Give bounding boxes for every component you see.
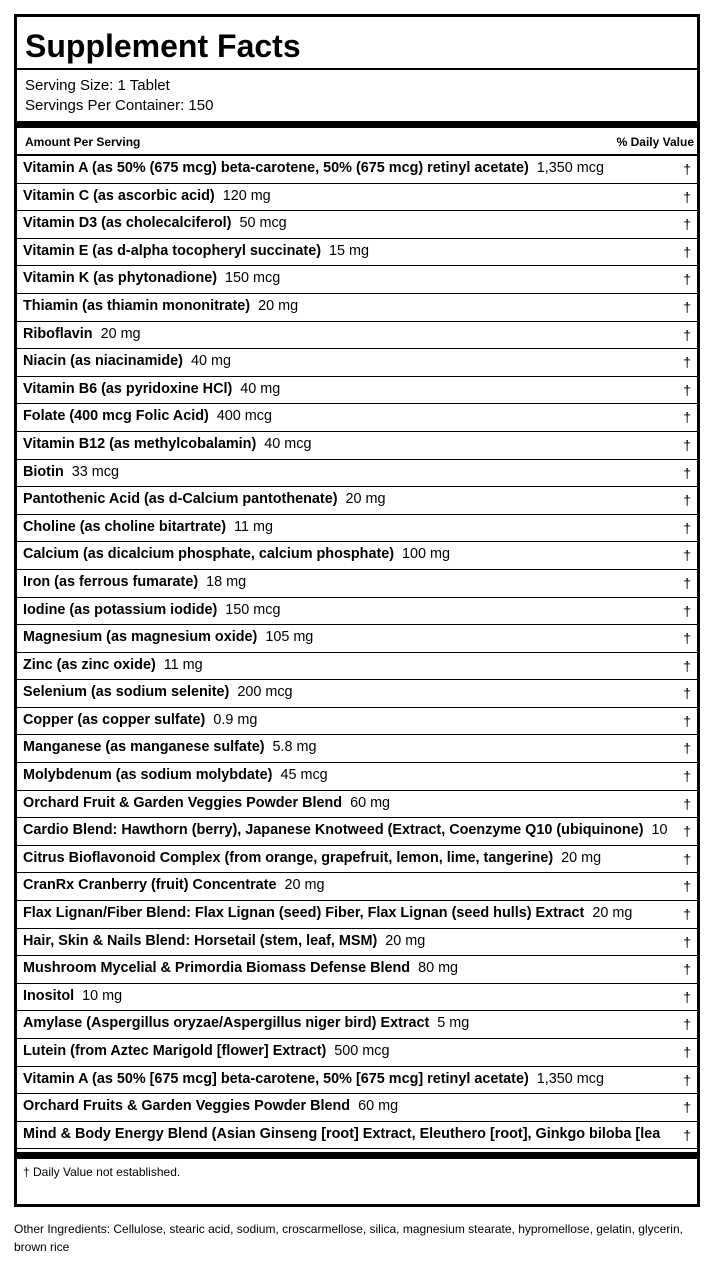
daily-value-dagger: † [683,961,691,978]
table-row [17,680,697,708]
nutrient-name [23,877,324,893]
nutrient-label: Vitamin A (as 50% (675 mcg) beta-carotene, 50% (675 mcg) retinyl acetate) [23,160,529,176]
table-row [17,1067,697,1095]
table-row [17,846,697,874]
nutrient-label: Molybdenum (as sodium molybdate) [23,767,273,784]
nutrient-amount: 150 mcg [225,601,281,618]
nutrient-name [23,546,450,562]
nutrient-label: Citrus Bioflavonoid Complex (from orange, grapefruit, lemon, lime, tangerine) [23,849,554,866]
table-row [17,1122,697,1150]
nutrient-name [23,243,369,259]
nutrient-label: Vitamin B12 (as methylcobalamin) [23,435,257,452]
nutrient-label: Pantothenic Acid (as d-Calcium pantothenate) [23,491,338,508]
nutrient-name [23,822,668,838]
nutrient-amount: 80 mg [418,960,459,977]
nutrient-amount: 50 mcg [239,215,287,232]
nutrient-label: Vitamin B6 (as pyridoxine HCl) [23,380,233,397]
nutrient-amount: 20 mg [258,297,299,314]
table-row [17,929,697,957]
nutrient-name [23,1071,604,1087]
daily-value-dagger: † [683,243,691,260]
nutrient-amount: 5 mg [437,1015,470,1032]
nutrient-name [23,988,122,1004]
nutrient-amount: 11 mg [163,656,203,673]
nutrient-amount: 15 mg [329,242,370,259]
daily-value-dagger: † [683,602,691,619]
nutrient-label: Vitamin C (as ascorbic acid) [23,187,215,204]
nutrient-label: Magnesium (as magnesium oxide) [23,629,258,646]
nutrient-label: Orchard Fruit & Garden Veggies Powder Blend [23,794,343,811]
daily-value-dagger: † [683,685,691,702]
daily-value-dagger: † [683,354,691,371]
nutrient-label: Vitamin E (as d-alpha tocopheryl succinate) [23,242,322,259]
table-row [17,818,697,846]
daily-value-dagger: † [683,1071,691,1088]
nutrient-amount: 18 mg [206,573,247,590]
table-row [17,211,697,239]
other-ingredients: Other Ingredients: Cellulose, stearic acid, sodium, croscarmellose, silica, magnesium stearate, hypromellose, gelatin, glycerin, brown rice [14,1222,683,1254]
nutrient-name [23,795,390,811]
nutrient-name [23,1043,390,1059]
daily-value-dagger: † [683,381,691,398]
servings-per-container: Servings Per Container: 150 [25,97,214,114]
daily-value-header: % Daily Value [616,135,694,149]
daily-value-dagger: † [683,326,691,343]
nutrient-name [23,381,280,397]
nutrient-label: Iodine (as potassium iodide) [23,601,218,618]
nutrient-name [23,270,280,286]
title-divider [17,68,697,70]
nutrient-label: Choline (as choline bitartrate) [23,518,227,535]
nutrient-label: Selenium (as sodium selenite) [23,684,230,701]
table-row [17,322,697,350]
nutrient-name [23,1126,668,1142]
daily-value-dagger: † [683,878,691,895]
daily-value-dagger: † [683,850,691,867]
nutrient-label: Thiamin (as thiamin mononitrate) [23,297,251,314]
daily-value-dagger: † [683,795,691,812]
daily-value-dagger: † [683,740,691,757]
amount-per-serving-header: Amount Per Serving [25,135,141,149]
nutrient-amount: 45 mcg [280,767,328,784]
panel-title: Supplement Facts [25,28,301,64]
table-row [17,349,697,377]
nutrient-name [23,326,141,342]
nutrient-amount: 40 mg [190,353,231,370]
nutrient-amount: 20 mg [284,877,325,894]
table-row [17,901,697,929]
nutrient-name [23,215,287,231]
nutrient-name [23,684,293,700]
nutrient-amount: 1,350 mcg [536,1070,604,1087]
table-row [17,735,697,763]
daily-value-dagger: † [683,768,691,785]
nutrient-amount: 20 mg [385,932,426,949]
table-row [17,873,697,901]
daily-value-dagger: † [683,1099,691,1116]
nutrient-amount: 11 mg [234,518,274,535]
nutrient-amount: 10 [651,822,668,839]
daily-value-dagger: † [683,574,691,591]
nutrient-name [23,905,632,921]
nutrient-label: Vitamin D3 (as cholecalciferol) [23,215,232,232]
table-row [17,542,697,570]
nutrient-label: Riboflavin [23,325,93,342]
daily-value-dagger: † [683,1044,691,1060]
table-row [17,377,697,405]
nutrient-amount: 20 mg [100,325,141,342]
nutrient-table [17,154,697,1149]
nutrient-name [23,160,604,176]
nutrient-name [23,298,298,314]
table-row [17,404,697,432]
table-row [17,460,697,488]
nutrient-label: Flax Lignan/Fiber Blend: Flax Lignan (seed) Fiber, Flax Lignan (seed hulls) Extract [23,905,585,922]
table-row [17,184,697,212]
daily-value-dagger: † [683,906,691,923]
daily-value-dagger: † [683,1126,691,1143]
nutrient-label: Biotin [23,463,64,480]
table-row [17,625,697,653]
nutrient-name [23,1098,398,1114]
nutrient-label: Vitamin A (as 50% [675 mcg] beta-carotene, 50% [675 mcg] retinyl acetate) [23,1070,529,1087]
daily-value-dagger: † [683,216,691,233]
nutrient-amount: 105 mg [265,629,314,646]
nutrient-label: Cardio Blend: Hawthorn (berry), Japanese Knotweed (Extract, Coenzyme Q10 (ubiquinone) [23,822,644,839]
nutrient-name [23,188,271,204]
serving-size: Serving Size: 1 Tablet [25,77,170,94]
nutrient-amount: 100 mg [402,546,451,563]
nutrient-amount: 20 mg [561,849,602,866]
nutrient-name [23,353,231,369]
nutrient-amount: 150 mcg [225,270,281,287]
table-row [17,984,697,1012]
nutrient-name [23,408,272,424]
nutrient-amount: 400 mcg [216,408,272,425]
table-row [17,515,697,543]
table-row [17,708,697,736]
nutrient-amount: 1,350 mcg [536,160,604,176]
nutrient-name [23,960,458,976]
nutrient-label: Manganese (as manganese sulfate) [23,739,265,756]
table-row [17,156,697,184]
nutrient-label: Mind & Body Energy Blend (Asian Ginseng [root] Extract, Eleuthero [root], Ginkgo biloba [lea [23,1125,661,1142]
nutrient-amount: 500 mcg [334,1043,390,1059]
nutrient-amount: 40 mcg [264,435,312,452]
daily-value-dagger: † [683,988,691,1005]
nutrient-amount: 120 mg [222,187,271,204]
nutrient-label: Iron (as ferrous fumarate) [23,573,199,590]
daily-value-dagger: † [683,823,691,840]
table-row [17,570,697,598]
table-row [17,763,697,791]
daily-value-dagger: † [683,188,691,205]
column-header-row [17,128,697,154]
nutrient-label: Niacin (as niacinamide) [23,353,183,370]
nutrient-amount: 60 mg [358,1098,399,1115]
nutrient-amount: 60 mg [350,794,391,811]
daily-value-dagger: † [683,436,691,453]
daily-value-dagger: † [683,933,691,950]
nutrient-label: Folate (400 mcg Folic Acid) [23,408,209,425]
nutrient-amount: 33 mcg [71,463,119,480]
nutrient-amount: 200 mcg [237,684,293,701]
table-row [17,1094,697,1122]
nutrient-label: Zinc (as zinc oxide) [23,656,156,673]
table-row [17,239,697,267]
nutrient-label: Copper (as copper sulfate) [23,711,206,728]
daily-value-dagger: † [683,298,691,315]
table-row [17,1011,697,1039]
nutrient-name [23,464,119,480]
table-row [17,266,697,294]
nutrient-label: Amylase (Aspergillus oryzae/Aspergillus niger bird) Extract [23,1015,430,1032]
nutrient-name [23,436,311,452]
table-row [17,956,697,984]
nutrient-name [23,933,425,949]
nutrient-amount: 10 mg [82,987,123,1004]
nutrient-amount: 40 mg [240,380,281,397]
footer-thick-bar [17,1152,697,1159]
header-thick-bar [17,121,697,128]
nutrient-label: Hair, Skin & Nails Blend: Horsetail (stem, leaf, MSM) [23,932,378,949]
daily-value-dagger: † [683,492,691,509]
nutrient-label: Lutein (from Aztec Marigold [flower] Extract) [23,1043,327,1059]
daily-value-dagger: † [683,630,691,647]
nutrient-amount: 0.9 mg [213,711,258,728]
table-row [17,294,697,322]
nutrient-name [23,712,257,728]
nutrient-label: Orchard Fruits & Garden Veggies Powder Blend [23,1098,351,1115]
nutrient-label: Calcium (as dicalcium phosphate, calcium phosphate) [23,546,395,563]
nutrient-name [23,519,273,535]
nutrient-name [23,739,317,755]
table-row [17,432,697,460]
supplement-facts-panel [14,14,700,1207]
nutrient-label: Vitamin K (as phytonadione) [23,270,218,287]
daily-value-dagger: † [683,271,691,288]
nutrient-amount: 20 mg [592,905,633,922]
footnote: † Daily Value not established. [23,1165,181,1179]
daily-value-dagger: † [683,409,691,426]
nutrient-amount: 5.8 mg [272,739,317,756]
nutrient-name [23,767,328,783]
nutrient-label: CranRx Cranberry (fruit) Concentrate [23,877,277,894]
table-row [17,791,697,819]
nutrient-name [23,602,281,618]
daily-value-dagger: † [683,519,691,536]
nutrient-name [23,629,313,645]
nutrient-name [23,850,601,866]
nutrient-name [23,491,386,507]
table-row [17,653,697,681]
daily-value-dagger: † [683,464,691,481]
daily-value-dagger: † [683,657,691,674]
nutrient-label: Mushroom Mycelial & Primordia Biomass Defense Blend [23,960,411,977]
nutrient-name [23,1015,469,1031]
table-row [17,598,697,626]
daily-value-dagger: † [683,547,691,564]
daily-value-dagger: † [683,712,691,729]
nutrient-name [23,574,246,590]
table-row [17,1039,697,1067]
daily-value-dagger: † [683,1016,691,1033]
daily-value-dagger: † [683,161,691,177]
table-row [17,487,697,515]
nutrient-amount: 20 mg [345,491,386,508]
nutrient-name [23,657,203,673]
nutrient-label: Inositol [23,987,75,1004]
